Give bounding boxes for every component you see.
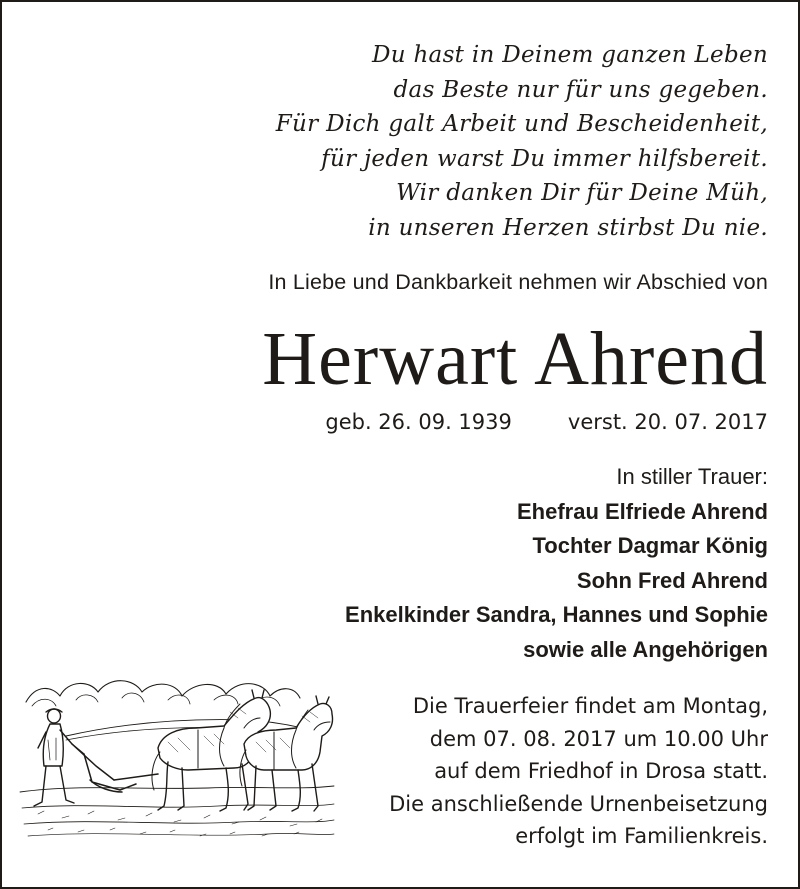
death-date: verst. 20. 07. 2017 <box>567 410 768 434</box>
plowing-farmer-horses-icon <box>18 662 336 842</box>
poem-line: das Beste nur für uns gegeben. <box>393 76 768 103</box>
funeral-details <box>389 690 768 853</box>
mourner-entry: Ehefrau Elfriede Ahrend <box>516 498 768 524</box>
poem-line: für jeden warst Du immer hilfsbereit. <box>321 145 768 172</box>
birth-date: geb. 26. 09. 1939 <box>325 410 512 434</box>
poem-line: Du hast in Deinem ganzen Leben <box>371 42 768 68</box>
poem-line: Für Dich galt Arbeit und Bescheidenheit, <box>275 111 768 137</box>
deceased-name: Herwart Ahrend <box>262 317 768 401</box>
mourners-block <box>345 460 768 667</box>
funeral-line: Die Trauerfeier findet am Montag, <box>412 694 768 718</box>
mourners-label: In stiller Trauer: <box>616 464 768 489</box>
poem-line: in unseren Herzen stirbst Du nie. <box>368 214 768 241</box>
life-dates <box>325 410 768 434</box>
funeral-line: Die anschließende Urnenbeisetzung <box>389 791 768 816</box>
mourner-entry: Sohn Fred Ahrend <box>576 567 768 593</box>
funeral-line: auf dem Friedhof in Drosa statt. <box>434 759 768 783</box>
memorial-poem <box>276 38 768 245</box>
funeral-line: dem 07. 08. 2017 um 10.00 Uhr <box>429 726 768 751</box>
mourner-entry: sowie alle Angehörigen <box>523 636 768 662</box>
poem-line: Wir danken Dir für Deine Müh, <box>396 180 768 206</box>
farewell-intro: In Liebe und Dankbarkeit nehmen wir Abschied von <box>268 270 768 294</box>
mourner-entry: Enkelkinder Sandra, Hannes und Sophie <box>345 602 768 627</box>
mourner-entry: Tochter Dagmar König <box>532 533 768 558</box>
funeral-line: erfolgt im Familienkreis. <box>515 824 768 848</box>
